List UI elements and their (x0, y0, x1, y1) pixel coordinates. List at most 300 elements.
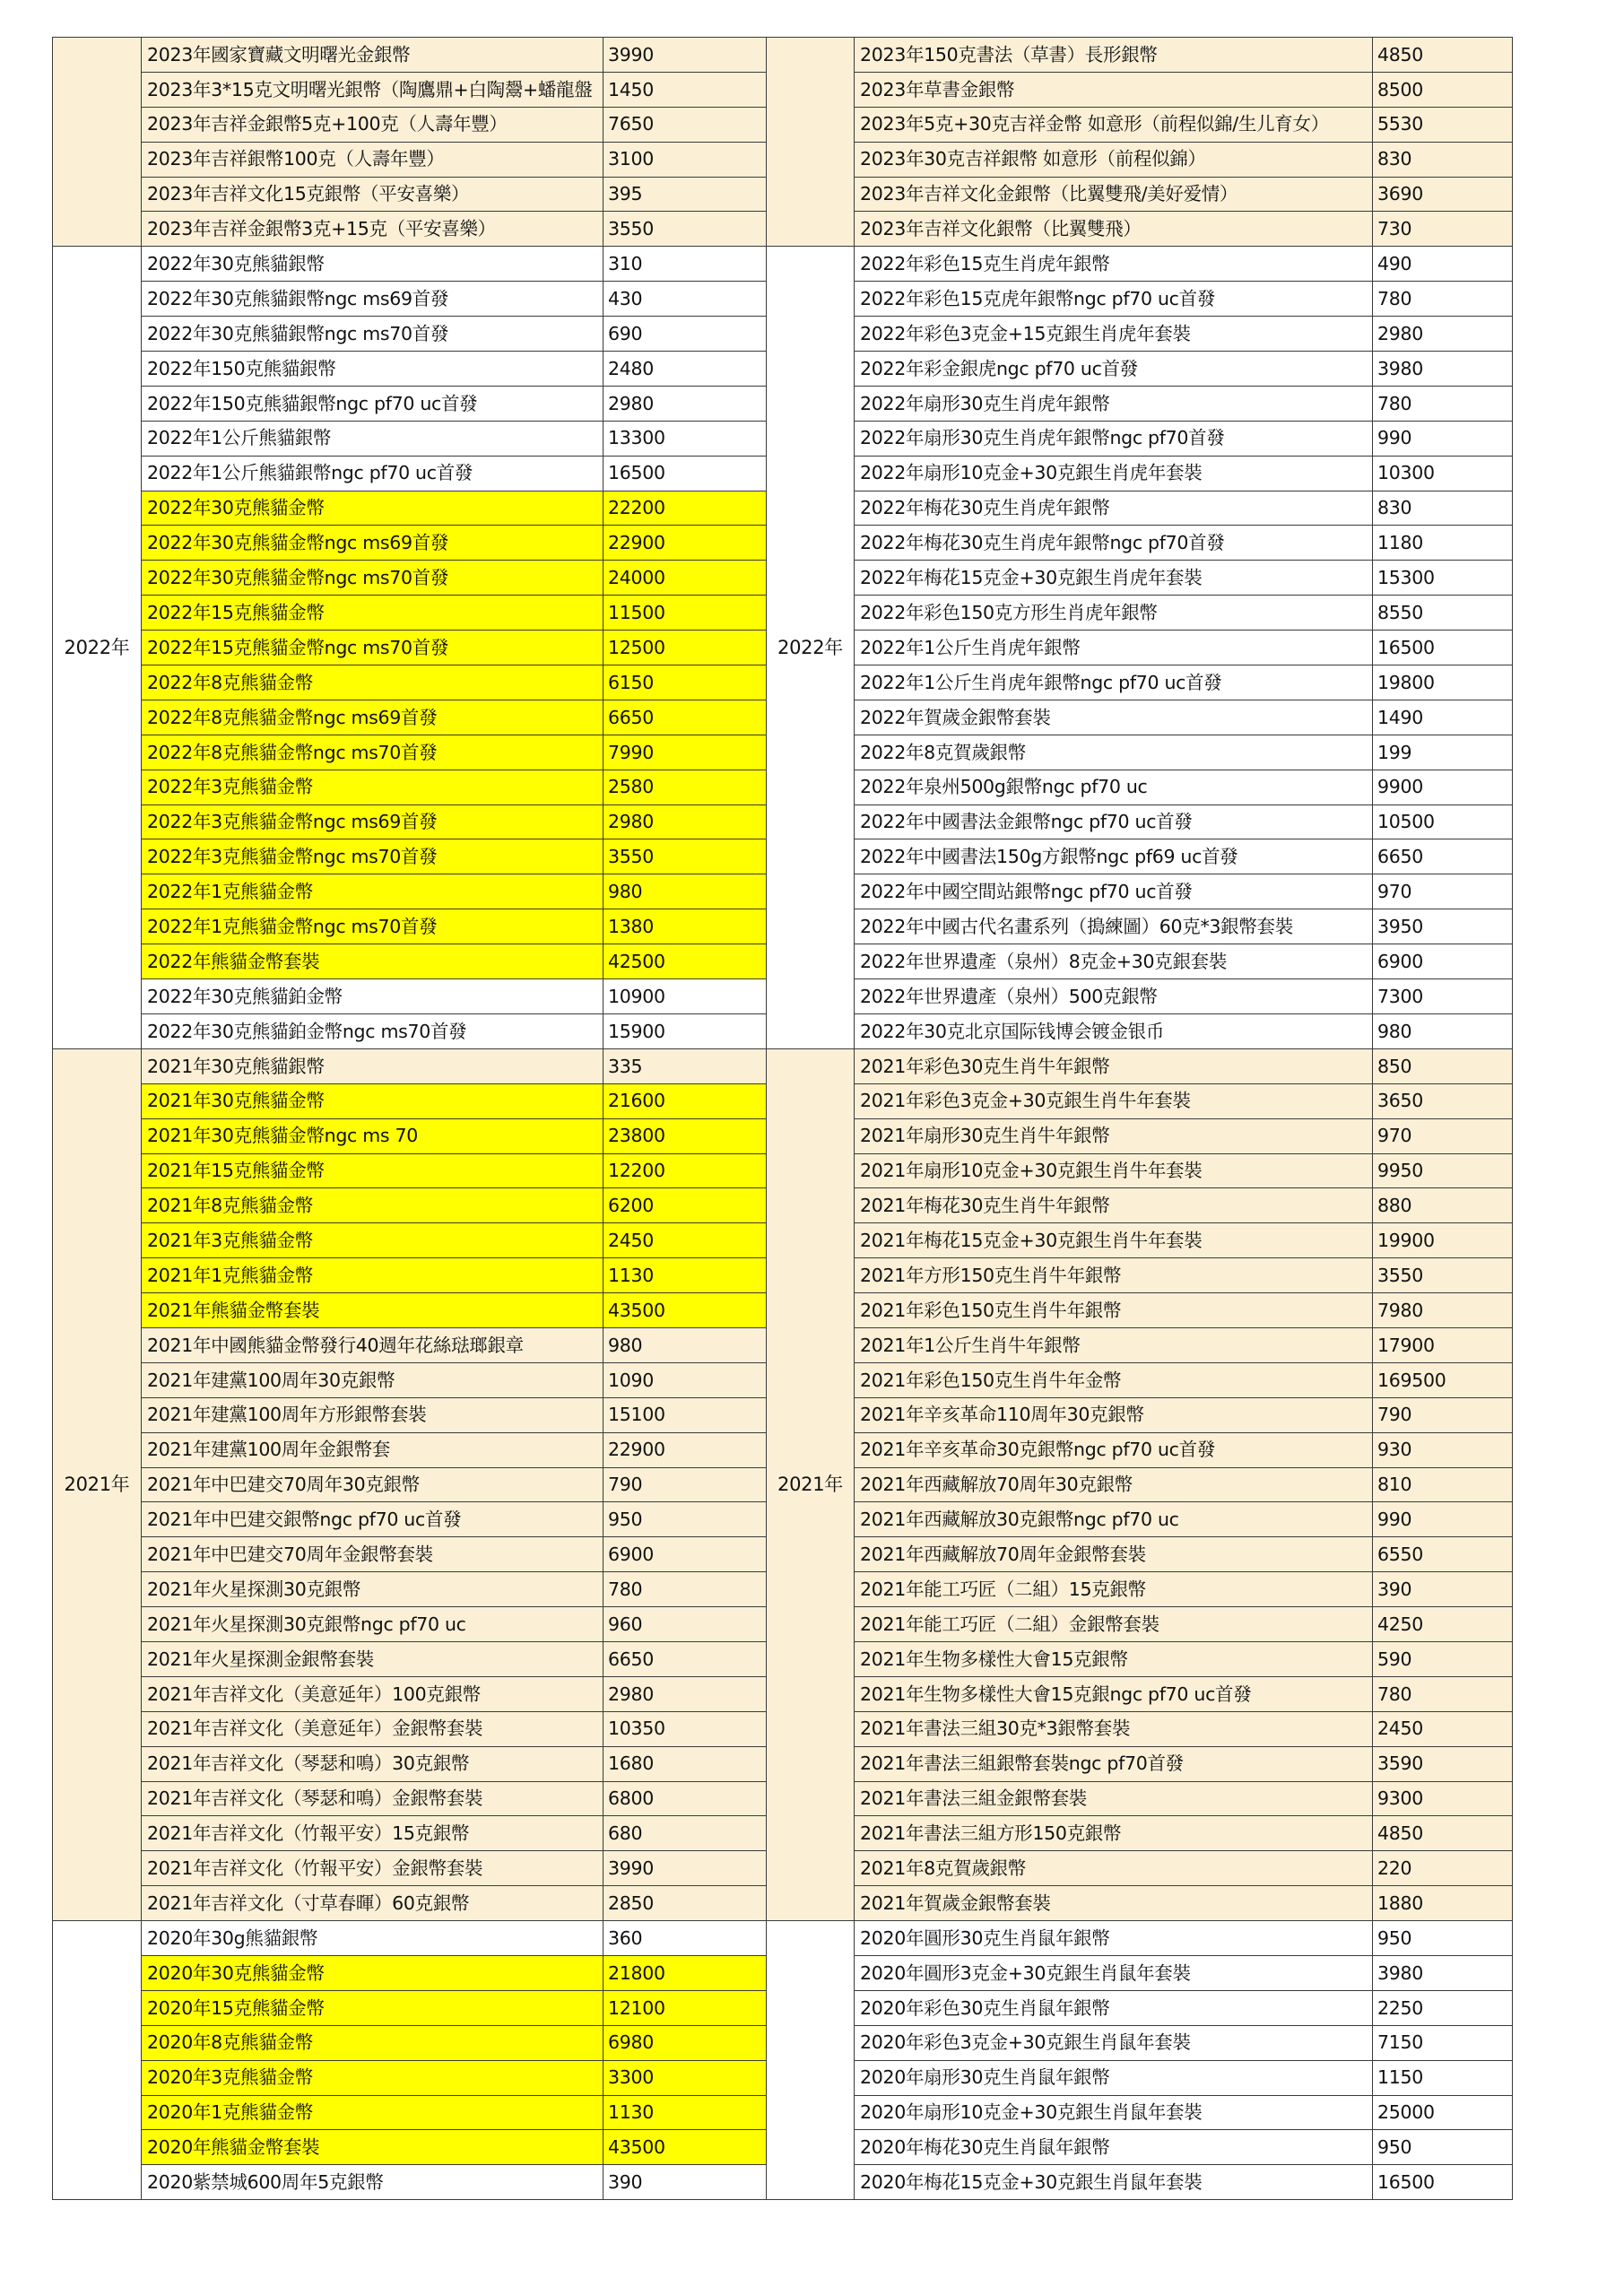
table-row (53, 596, 768, 631)
coin-name-cell: 2021年吉祥文化（寸草春暉）60克銀幣 (142, 1886, 604, 1921)
year-group-label (767, 38, 855, 247)
coin-name-cell: 2020年8克熊貓金幣 (142, 2025, 604, 2060)
table-row (53, 1607, 768, 1642)
coin-name-cell: 2022年8克熊貓金幣ngc ms70首發 (142, 735, 604, 770)
coin-name-cell: 2023年吉祥文化15克銀幣（平安喜樂） (142, 177, 604, 212)
price-cell: 1130 (604, 1258, 768, 1293)
table-row (53, 665, 768, 700)
table-row (53, 2095, 768, 2130)
table-row (53, 1711, 768, 1746)
price-cell: 12100 (604, 1990, 768, 2025)
coin-name-cell: 2022年30克熊貓金幣ngc ms69首發 (142, 526, 604, 561)
price-cell: 1150 (1373, 2060, 1513, 2095)
table-row (53, 1781, 768, 1816)
table-row (767, 909, 1513, 944)
price-cell: 16500 (604, 456, 768, 491)
coin-name-cell: 2022年梅花15克金+30克銀生肖虎年套裝 (855, 561, 1373, 596)
price-cell: 2450 (604, 1223, 768, 1258)
table-row (53, 212, 768, 247)
coin-name-cell: 2022年8克賀歲銀幣 (855, 735, 1373, 770)
coin-name-cell: 2022年15克熊貓金幣 (142, 596, 604, 631)
coin-name-cell: 2021年彩色150克生肖牛年金幣 (855, 1362, 1373, 1397)
price-cell: 6980 (604, 2025, 768, 2060)
table-row (53, 979, 768, 1014)
coin-name-cell: 2022年梅花30克生肖虎年銀幣 (855, 491, 1373, 526)
coin-name-cell: 2023年國家寶藏文明曙光金銀幣 (142, 38, 604, 73)
price-cell: 970 (1373, 1118, 1513, 1153)
price-cell: 8500 (1373, 72, 1513, 107)
right-price-table (766, 37, 1513, 2200)
price-cell: 3980 (1373, 352, 1513, 387)
coin-name-cell: 2022年扇形30克生肖虎年銀幣 (855, 386, 1373, 421)
table-row (53, 1502, 768, 1537)
price-cell: 690 (604, 317, 768, 352)
price-cell: 2980 (604, 386, 768, 421)
price-cell: 5530 (1373, 107, 1513, 142)
table-row (53, 282, 768, 317)
coin-name-cell: 2022年彩色3克金+15克銀生肖虎年套裝 (855, 317, 1373, 352)
price-cell: 730 (1373, 212, 1513, 247)
table-row (767, 1013, 1513, 1048)
coin-name-cell: 2021年建黨100周年方形銀幣套裝 (142, 1397, 604, 1432)
price-cell: 169500 (1373, 1362, 1513, 1397)
price-cell: 930 (1373, 1432, 1513, 1467)
coin-name-cell: 2021年能工巧匠（二組）金銀幣套裝 (855, 1607, 1373, 1642)
coin-name-cell: 2022年1公斤生肖虎年銀幣 (855, 631, 1373, 665)
year-group-label: 2022年 (53, 247, 142, 1048)
price-cell: 10300 (1373, 456, 1513, 491)
coin-name-cell: 2022年梅花30克生肖虎年銀幣ngc pf70首發 (855, 526, 1373, 561)
coin-name-cell: 2021年吉祥文化（琴瑟和鳴）30克銀幣 (142, 1746, 604, 1781)
price-cell: 780 (604, 1572, 768, 1607)
coin-name-cell: 2021年生物多樣性大會15克銀幣 (855, 1641, 1373, 1676)
coin-name-cell: 2021年賀歲金銀幣套裝 (855, 1886, 1373, 1921)
price-cell: 24000 (604, 561, 768, 596)
price-cell: 43500 (604, 2130, 768, 2165)
table-row (53, 909, 768, 944)
table-row (767, 1083, 1513, 1118)
coin-name-cell: 2022年彩色15克生肖虎年銀幣 (855, 247, 1373, 282)
price-cell: 3300 (604, 2060, 768, 2095)
table-row (53, 1572, 768, 1607)
coin-name-cell: 2021年吉祥文化（竹報平安）15克銀幣 (142, 1816, 604, 1851)
price-cell: 10500 (1373, 804, 1513, 839)
coin-name-cell: 2022年15克熊貓金幣ngc ms70首發 (142, 631, 604, 665)
coin-name-cell: 2021年彩色30克生肖牛年銀幣 (855, 1048, 1373, 1083)
price-cell: 950 (1373, 2130, 1513, 2165)
coin-name-cell: 2023年吉祥金銀幣3克+15克（平安喜樂） (142, 212, 604, 247)
table-row (53, 2130, 768, 2165)
price-cell: 3550 (604, 839, 768, 874)
coin-name-cell: 2023年吉祥文化金銀幣（比翼雙飛/美好爱情） (855, 177, 1373, 212)
price-cell: 490 (1373, 247, 1513, 282)
price-cell: 199 (1373, 735, 1513, 770)
price-cell: 3950 (1373, 909, 1513, 944)
table-row (767, 1118, 1513, 1153)
coin-name-cell: 2022年扇形10克金+30克銀生肖虎年套裝 (855, 456, 1373, 491)
price-cell: 2580 (604, 770, 768, 804)
price-cell: 4850 (1373, 1816, 1513, 1851)
coin-name-cell: 2022年30克熊貓鉑金幣 (142, 979, 604, 1014)
price-cell: 990 (1373, 1502, 1513, 1537)
price-cell: 950 (604, 1502, 768, 1537)
price-cell: 4250 (1373, 1607, 1513, 1642)
price-cell: 12500 (604, 631, 768, 665)
coin-name-cell: 2022年1公斤熊貓銀幣ngc pf70 uc首發 (142, 456, 604, 491)
table-row (53, 1258, 768, 1293)
coin-name-cell: 2021年彩色150克生肖牛年銀幣 (855, 1293, 1373, 1328)
table-row (767, 386, 1513, 421)
table-row (53, 1293, 768, 1328)
coin-name-cell: 2023年吉祥文化銀幣（比翼雙飛） (855, 212, 1373, 247)
price-cell: 390 (604, 2165, 768, 2200)
table-row (767, 2025, 1513, 2060)
price-cell: 10350 (604, 1711, 768, 1746)
table-row (767, 631, 1513, 665)
table-row (767, 72, 1513, 107)
table-row (767, 456, 1513, 491)
coin-name-cell: 2023年吉祥銀幣100克（人壽年豐） (142, 142, 604, 177)
table-row (767, 1572, 1513, 1607)
price-cell: 590 (1373, 1641, 1513, 1676)
price-cell: 15100 (604, 1397, 768, 1432)
table-row (53, 526, 768, 561)
coin-name-cell: 2021年吉祥文化（美意延年）100克銀幣 (142, 1676, 604, 1711)
coin-name-cell: 2021年中國熊貓金幣發行40週年花絲琺瑯銀章 (142, 1327, 604, 1362)
table-row (53, 735, 768, 770)
table-row (767, 247, 1513, 282)
coin-name-cell: 2021年扇形10克金+30克銀生肖牛年套裝 (855, 1153, 1373, 1188)
table-row (767, 596, 1513, 631)
table-row (53, 1537, 768, 1572)
coin-name-cell: 2021年火星探測金銀幣套裝 (142, 1641, 604, 1676)
table-row (767, 1781, 1513, 1816)
price-cell: 3990 (604, 38, 768, 73)
table-row (767, 979, 1513, 1014)
coin-name-cell: 2021年30克熊貓金幣 (142, 1083, 604, 1118)
table-row (767, 1188, 1513, 1223)
price-cell: 780 (1373, 282, 1513, 317)
price-cell: 335 (604, 1048, 768, 1083)
table-row (53, 804, 768, 839)
price-cell: 7300 (1373, 979, 1513, 1014)
price-cell: 780 (1373, 386, 1513, 421)
table-row (53, 1921, 768, 1956)
coin-name-cell: 2020年30克熊貓金幣 (142, 1955, 604, 1990)
coin-name-cell: 2021年彩色3克金+30克銀生肖牛年套裝 (855, 1083, 1373, 1118)
price-cell: 21800 (604, 1955, 768, 1990)
table-row (53, 1816, 768, 1851)
table-row (767, 1327, 1513, 1362)
price-cell: 7980 (1373, 1293, 1513, 1328)
table-row (767, 2130, 1513, 2165)
table-row (53, 1083, 768, 1118)
price-cell: 7150 (1373, 2025, 1513, 2060)
coin-name-cell: 2020年圓形3克金+30克銀生肖鼠年套裝 (855, 1955, 1373, 1990)
coin-name-cell: 2022年3克熊貓金幣 (142, 770, 604, 804)
coin-name-cell: 2021年火星探測30克銀幣ngc pf70 uc (142, 1607, 604, 1642)
table-row (767, 1746, 1513, 1781)
price-cell: 6900 (604, 1537, 768, 1572)
coin-name-cell: 2022年中國書法150g方銀幣ngc pf69 uc首發 (855, 839, 1373, 874)
table-row (767, 1851, 1513, 1886)
coin-name-cell: 2021年火星探測30克銀幣 (142, 1572, 604, 1607)
price-cell: 680 (604, 1816, 768, 1851)
table-row (767, 1921, 1513, 1956)
price-cell: 22200 (604, 491, 768, 526)
price-cell: 19800 (1373, 665, 1513, 700)
table-row (767, 177, 1513, 212)
table-row (53, 38, 768, 73)
price-cell: 2980 (604, 1676, 768, 1711)
table-row (53, 700, 768, 735)
coin-name-cell: 2022年150克熊貓銀幣ngc pf70 uc首發 (142, 386, 604, 421)
table-row (53, 1432, 768, 1467)
price-cell: 1880 (1373, 1886, 1513, 1921)
price-cell: 16500 (1373, 2165, 1513, 2200)
coin-name-cell: 2021年書法三組金銀幣套裝 (855, 1781, 1373, 1816)
coin-name-cell: 2023年3*15克文明曙光銀幣（陶鷹鼎+白陶鬶+蟠龍盤 (142, 72, 604, 107)
price-cell: 780 (1373, 1676, 1513, 1711)
price-cell: 1180 (1373, 526, 1513, 561)
price-cell: 8550 (1373, 596, 1513, 631)
price-cell: 7650 (604, 107, 768, 142)
price-cell: 390 (1373, 1572, 1513, 1607)
coin-name-cell: 2022年30克北京国际钱博会镀金银币 (855, 1013, 1373, 1048)
table-row (767, 1432, 1513, 1467)
table-row (767, 1258, 1513, 1293)
table-row (53, 1955, 768, 1990)
coin-name-cell: 2021年書法三組方形150克銀幣 (855, 1816, 1373, 1851)
table-row (53, 1397, 768, 1432)
table-row (767, 1641, 1513, 1676)
price-cell: 830 (1373, 142, 1513, 177)
price-cell: 1090 (604, 1362, 768, 1397)
table-row (767, 1467, 1513, 1502)
coin-name-cell: 2020年3克熊貓金幣 (142, 2060, 604, 2095)
table-row (53, 1153, 768, 1188)
coin-name-cell: 2020年圓形30克生肖鼠年銀幣 (855, 1921, 1373, 1956)
coin-name-cell: 2021年3克熊貓金幣 (142, 1223, 604, 1258)
price-cell: 1380 (604, 909, 768, 944)
price-cell: 960 (604, 1607, 768, 1642)
price-cell: 2450 (1373, 1711, 1513, 1746)
table-row (53, 177, 768, 212)
table-row (767, 1607, 1513, 1642)
price-cell: 22900 (604, 526, 768, 561)
coin-name-cell: 2022年3克熊貓金幣ngc ms70首發 (142, 839, 604, 874)
coin-name-cell: 2021年8克熊貓金幣 (142, 1188, 604, 1223)
coin-name-cell: 2022年熊貓金幣套裝 (142, 944, 604, 979)
price-cell: 430 (604, 282, 768, 317)
table-row (767, 282, 1513, 317)
price-cell: 3550 (604, 212, 768, 247)
coin-name-cell: 2022年中國古代名畫系列（搗練圖）60克*3銀幣套裝 (855, 909, 1373, 944)
table-row (53, 839, 768, 874)
price-cell: 980 (1373, 1013, 1513, 1048)
table-row (53, 1676, 768, 1711)
price-cell: 43500 (604, 1293, 768, 1328)
table-row (53, 72, 768, 107)
price-cell: 9300 (1373, 1781, 1513, 1816)
table-row (767, 839, 1513, 874)
coin-name-cell: 2023年5克+30克吉祥金幣 如意形（前程似錦/生儿育女） (855, 107, 1373, 142)
price-cell: 6650 (604, 700, 768, 735)
coin-name-cell: 2022年1公斤熊貓銀幣 (142, 421, 604, 456)
coin-name-cell: 2022年1克熊貓金幣 (142, 874, 604, 909)
price-cell: 23800 (604, 1118, 768, 1153)
price-cell: 790 (604, 1467, 768, 1502)
price-cell: 950 (1373, 1921, 1513, 1956)
table-row (53, 1362, 768, 1397)
table-row (53, 944, 768, 979)
price-cell: 395 (604, 177, 768, 212)
table-row (767, 804, 1513, 839)
price-cell: 830 (1373, 491, 1513, 526)
price-cell: 25000 (1373, 2095, 1513, 2130)
coin-name-cell: 2021年西藏解放70周年30克銀幣 (855, 1467, 1373, 1502)
coin-name-cell: 2023年吉祥金銀幣5克+100克（人壽年豐） (142, 107, 604, 142)
table-row (53, 386, 768, 421)
coin-name-cell: 2022年賀歲金銀幣套裝 (855, 700, 1373, 735)
coin-name-cell: 2023年草書金銀幣 (855, 72, 1373, 107)
price-cell: 17900 (1373, 1327, 1513, 1362)
table-row (767, 1955, 1513, 1990)
coin-name-cell: 2021年1公斤生肖牛年銀幣 (855, 1327, 1373, 1362)
price-cell: 22900 (604, 1432, 768, 1467)
table-row (53, 874, 768, 909)
coin-name-cell: 2022年扇形30克生肖虎年銀幣ngc pf70首發 (855, 421, 1373, 456)
table-row (767, 1153, 1513, 1188)
price-cell: 1130 (604, 2095, 768, 2130)
year-group-label (767, 1921, 855, 2200)
table-row (53, 1746, 768, 1781)
table-row (767, 1397, 1513, 1432)
coin-name-cell: 2020紫禁城600周年5克銀幣 (142, 2165, 604, 2200)
table-row (53, 1886, 768, 1921)
table-row (767, 212, 1513, 247)
price-cell: 42500 (604, 944, 768, 979)
coin-name-cell: 2021年梅花15克金+30克銀生肖牛年套裝 (855, 1223, 1373, 1258)
table-row (53, 352, 768, 387)
price-cell: 6650 (1373, 839, 1513, 874)
price-cell: 810 (1373, 1467, 1513, 1502)
coin-name-cell: 2021年吉祥文化（琴瑟和鳴）金銀幣套裝 (142, 1781, 604, 1816)
table-row (767, 1676, 1513, 1711)
table-row (53, 107, 768, 142)
table-row (767, 561, 1513, 596)
right-table-body (767, 38, 1513, 2200)
price-cell: 790 (1373, 1397, 1513, 1432)
price-cell: 3650 (1373, 1083, 1513, 1118)
table-row (767, 142, 1513, 177)
coin-name-cell: 2023年150克書法（草書）長形銀幣 (855, 38, 1373, 73)
price-cell: 360 (604, 1921, 768, 1956)
table-row (53, 421, 768, 456)
coin-name-cell: 2022年30克熊貓銀幣ngc ms69首發 (142, 282, 604, 317)
price-cell: 850 (1373, 1048, 1513, 1083)
table-row (767, 2060, 1513, 2095)
table-row (53, 317, 768, 352)
table-row (767, 1711, 1513, 1746)
price-cell: 3690 (1373, 177, 1513, 212)
table-row (767, 352, 1513, 387)
table-row (767, 700, 1513, 735)
price-cell: 2980 (604, 804, 768, 839)
table-row (767, 944, 1513, 979)
price-cell: 6550 (1373, 1537, 1513, 1572)
table-row (767, 2095, 1513, 2130)
coin-name-cell: 2022年30克熊貓銀幣 (142, 247, 604, 282)
price-cell: 16500 (1373, 631, 1513, 665)
price-cell: 6800 (604, 1781, 768, 1816)
table-row (53, 1118, 768, 1153)
table-row (767, 1362, 1513, 1397)
price-cell: 2850 (604, 1886, 768, 1921)
coin-name-cell: 2022年泉州500g銀幣ngc pf70 uc (855, 770, 1373, 804)
coin-name-cell: 2022年3克熊貓金幣ngc ms69首發 (142, 804, 604, 839)
coin-name-cell: 2022年彩金銀虎ngc pf70 uc首發 (855, 352, 1373, 387)
price-cell: 220 (1373, 1851, 1513, 1886)
price-cell: 6150 (604, 665, 768, 700)
coin-name-cell: 2021年能工巧匠（二組）15克銀幣 (855, 1572, 1373, 1607)
table-row (767, 735, 1513, 770)
table-row (767, 1502, 1513, 1537)
price-cell: 990 (1373, 421, 1513, 456)
table-row (53, 561, 768, 596)
price-cell: 1680 (604, 1746, 768, 1781)
coin-name-cell: 2022年30克熊貓金幣ngc ms70首發 (142, 561, 604, 596)
left-table-body (53, 38, 768, 2200)
price-cell: 3980 (1373, 1955, 1513, 1990)
price-cell: 19900 (1373, 1223, 1513, 1258)
price-cell: 7990 (604, 735, 768, 770)
coin-name-cell: 2020年1克熊貓金幣 (142, 2095, 604, 2130)
price-cell: 880 (1373, 1188, 1513, 1223)
table-row (53, 1223, 768, 1258)
coin-name-cell: 2021年梅花30克生肖牛年銀幣 (855, 1188, 1373, 1223)
table-row (767, 1816, 1513, 1851)
coin-name-cell: 2021年辛亥革命110周年30克銀幣 (855, 1397, 1373, 1432)
price-cell: 10900 (604, 979, 768, 1014)
table-row (53, 2025, 768, 2060)
table-row (767, 665, 1513, 700)
coin-name-cell: 2021年中巴建交70周年金銀幣套裝 (142, 1537, 604, 1572)
table-row (53, 2060, 768, 2095)
coin-name-cell: 2021年方形150克生肖牛年銀幣 (855, 1258, 1373, 1293)
price-cell: 3550 (1373, 1258, 1513, 1293)
coin-name-cell: 2020年熊貓金幣套裝 (142, 2130, 604, 2165)
coin-name-cell: 2021年15克熊貓金幣 (142, 1153, 604, 1188)
coin-name-cell: 2020年梅花30克生肖鼠年銀幣 (855, 2130, 1373, 2165)
table-row (53, 456, 768, 491)
year-group-label: 2021年 (53, 1048, 142, 1920)
coin-name-cell: 2020年30g熊貓銀幣 (142, 1921, 604, 1956)
coin-name-cell: 2023年30克吉祥銀幣 如意形（前程似錦） (855, 142, 1373, 177)
year-group-label (53, 1921, 142, 2200)
year-group-label (53, 38, 142, 247)
coin-name-cell: 2020年15克熊貓金幣 (142, 1990, 604, 2025)
coin-name-cell: 2021年生物多樣性大會15克銀ngc pf70 uc首發 (855, 1676, 1373, 1711)
coin-name-cell: 2022年30克熊貓銀幣ngc ms70首發 (142, 317, 604, 352)
price-cell: 2250 (1373, 1990, 1513, 2025)
price-cell: 1450 (604, 72, 768, 107)
coin-name-cell: 2021年1克熊貓金幣 (142, 1258, 604, 1293)
coin-name-cell: 2022年世界遺產（泉州）8克金+30克銀套裝 (855, 944, 1373, 979)
table-row (767, 770, 1513, 804)
coin-name-cell: 2021年扇形30克生肖牛年銀幣 (855, 1118, 1373, 1153)
table-row (767, 1223, 1513, 1258)
